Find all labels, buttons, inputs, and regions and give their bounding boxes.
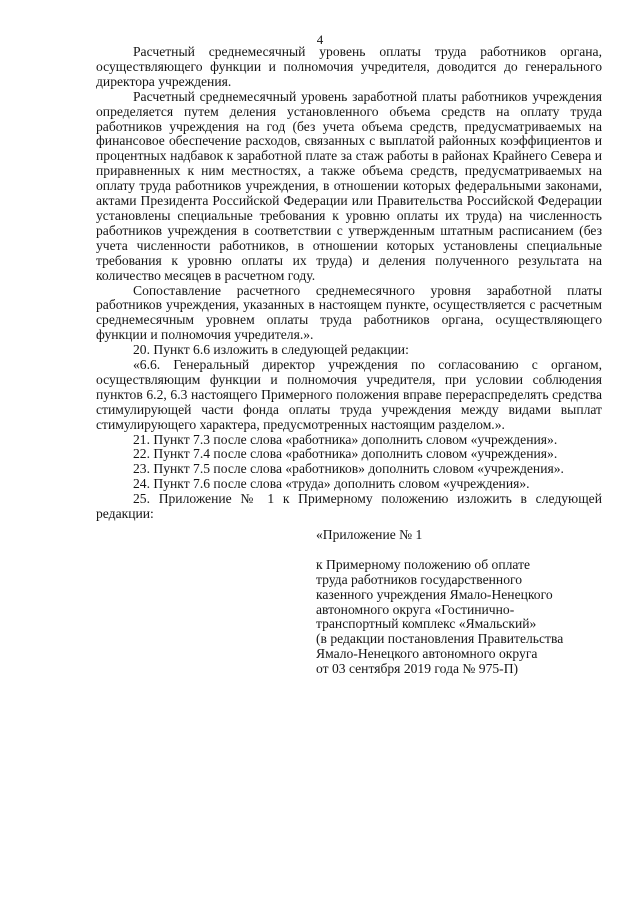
paragraph: Расчетный среднемесячный уровень заработной платы работников учреждения определяется путем деления установленного объема средств на оплату труда работников учреждения на год (без учета объема средств, предусматриваемых на финансовое обеспечение расходов, связанных с выплатой районных коэффициентов и процентных надбавок к заработной плате за стаж работы в районах Крайнего Севера и приравненных к ним местностях, а также объема средств, предусматриваемых на оплату труда работников учреждения, в отношении которых федеральными законами, актами Президента Российской Федерации или Правительства Российской Федерации установлены специальные требования к уровню оплаты их труда) на численность работников учреждения в соответствии с утвержденным штатным расписанием (без учета численности работников, в отношении которых установлены специальные требования к уровню оплаты их труда) и деления полученного результата на количество месяцев в расчетном году.: [96, 88, 602, 283]
amendment-item-24: 24. Пункт 7.6 после слова «труда» дополнить словом «учреждения».: [133, 476, 530, 492]
appendix-line: казенного учреждения Ямало-Ненецкого: [316, 586, 553, 602]
amendment-item-22: 22. Пункт 7.4 после слова «работника» дополнить словом «учреждения».: [133, 446, 558, 462]
paragraph: Сопоставление расчетного среднемесячного уровня заработной платы работников учреждения, указанных в настоящем пункте, осуществляется с расчетным среднемесячным уровнем оплаты труда работников органа, осуществляющего функции и полномочия учредителя.».: [96, 282, 602, 343]
appendix-line: труда работников государственного: [316, 571, 523, 587]
appendix-line: к Примерному положению об оплате: [316, 556, 531, 572]
appendix-line: от 03 сентября 2019 года № 975-П): [316, 661, 519, 677]
page-number: 4: [316, 32, 324, 47]
appendix-line: (в редакции постановления Правительства: [316, 631, 564, 647]
appendix-line: транспортный комплекс «Ямальский»: [316, 616, 537, 632]
appendix-title: «Приложение № 1: [316, 527, 423, 542]
amendment-item-23: 23. Пункт 7.5 после слова «работников» дополнить словом «учреждения».: [133, 461, 564, 477]
appendix-line: автономного округа «Гостинично-: [316, 601, 515, 617]
amendment-item-21: 21. Пункт 7.3 после слова «работника» дополнить словом «учреждения».: [133, 431, 558, 447]
paragraph: Расчетный среднемесячный уровень оплаты труда работников органа, осуществляющего функции и полномочия учредителя, доводится до генерального директора учреждения.: [96, 44, 602, 89]
document-body: [96, 45, 602, 522]
amendment-item-25: 25. Приложение № 1 к Примерному положению изложить в следующей редакции:: [96, 491, 602, 522]
appendix-line: Ямало-Ненецкого автономного округа: [316, 646, 538, 662]
amendment-item-20: 20. Пункт 6.6 изложить в следующей редакции:: [133, 342, 409, 358]
quoted-clause-6-6: «6.6. Генеральный директор учреждения по согласованию с органом, осуществляющим функции и полномочия учредителя, при условии соблюдения пунктов 6.2, 6.3 настоящего Примерного положения вправе перераспределять средства стимулирующей части фонда оплаты труда учреждения между видами выплат стимулирующего характера, предусмотренных настоящим разделом.».: [96, 357, 602, 432]
appendix-header: [316, 528, 616, 677]
